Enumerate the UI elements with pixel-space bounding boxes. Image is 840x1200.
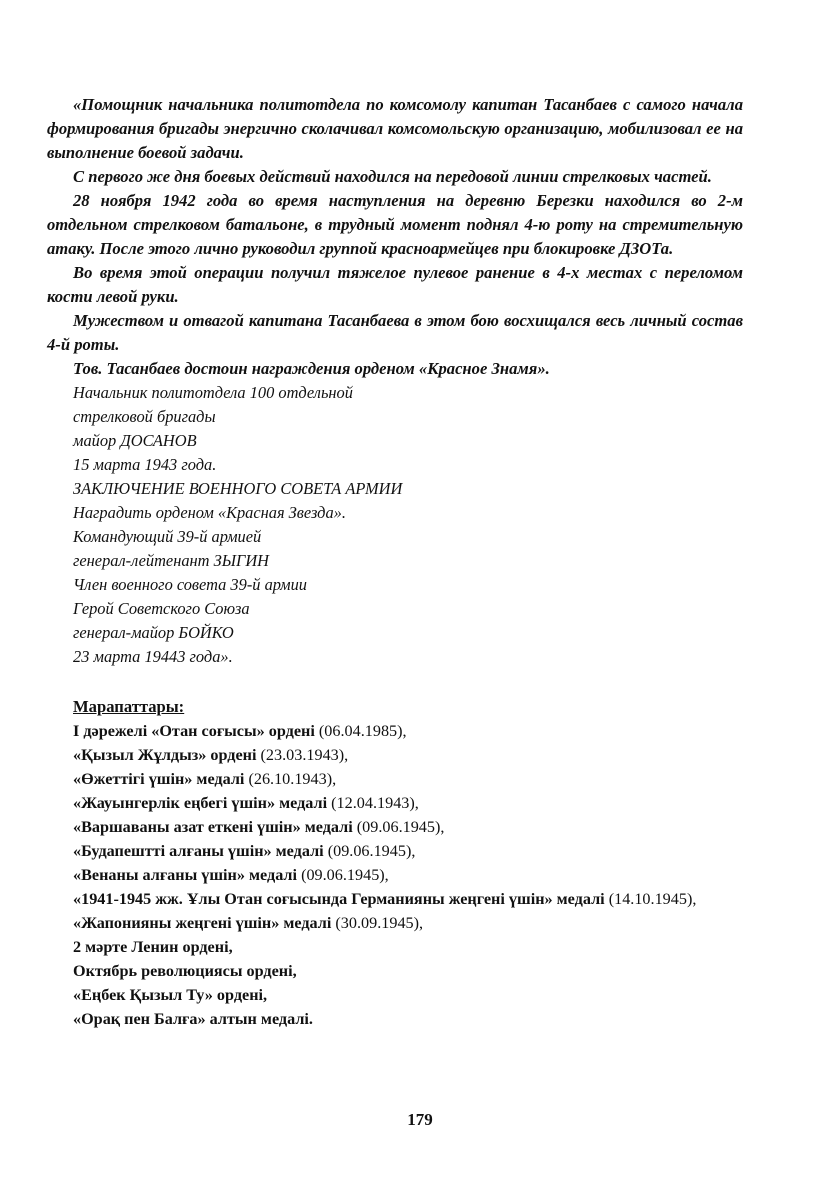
document-page (47, 93, 743, 1031)
paragraph: Мужеством и отвагой капитана Тасанбаева в этом бою восхищался весь личный состав 4-й роты. (47, 311, 743, 354)
award-name: «Венаны алғаны үшін» медалі (73, 866, 298, 884)
signature-line: Командующий 39-й армией (73, 527, 262, 546)
award-item (47, 983, 743, 1007)
award-item (47, 791, 743, 815)
citation-text (47, 93, 743, 381)
signature-line: генерал-лейтенант ЗЫГИН (73, 551, 270, 570)
award-name: «Жапонияны жеңгені үшін» медалі (73, 914, 332, 932)
award-date: (26.10.1943), (244, 770, 337, 788)
paragraph: Во время этой операции получил тяжелое пулевое ранение в 4-х местах с переломом кости левой руки. (47, 263, 743, 306)
award-item (47, 863, 743, 887)
award-date: (23.03.1943), (256, 746, 349, 764)
award-date: (06.04.1985), (314, 722, 407, 740)
paragraph: «Помощник начальника политотдела по комсомолу капитан Тасанбаев с самого начала формирования бригады энергично сколачивал комсомольскую организацию, мобилизовал ее на выполнение боевой задачи. (47, 95, 743, 162)
award-date: (09.06.1945), (323, 842, 416, 860)
award-name: «Жауынгерлік еңбегі үшін» медалі (73, 794, 328, 812)
signature-line: Герой Советского Союза (73, 599, 250, 618)
awards-section (47, 695, 743, 1031)
award-item (47, 959, 743, 983)
signature-line: ЗАКЛЮЧЕНИЕ ВОЕННОГО СОВЕТА АРМИИ (73, 479, 403, 498)
signature-line: Член военного совета 39-й армии (73, 575, 307, 594)
award-item (47, 767, 743, 791)
signature-line: Наградить орденом «Красная Звезда». (73, 503, 346, 522)
award-item (47, 911, 743, 935)
award-name: «Будапештті алғаны үшін» медалі (73, 842, 324, 860)
paragraph: Тов. Тасанбаев достоин награждения орденом «Красное Знамя». (73, 359, 550, 378)
award-date: (14.10.1945), (604, 890, 697, 908)
award-name: «Қызыл Жұлдыз» ордені (73, 746, 257, 764)
award-item (47, 743, 743, 767)
award-date: (12.04.1943), (327, 794, 419, 812)
paragraph: С первого же дня боевых действий находился на передовой линии стрелковых частей. (73, 167, 712, 186)
award-name: 2 мәрте Ленин ордені, (73, 938, 233, 956)
award-item (47, 935, 743, 959)
signature-line: стрелковой бригады (73, 407, 216, 426)
page-number: 179 (407, 1110, 433, 1129)
award-item (47, 719, 743, 743)
award-name: «Варшаваны азат еткені үшін» медалі (73, 818, 353, 836)
award-name: «Еңбек Қызыл Ту» ордені, (73, 986, 268, 1004)
award-name: «Өжеттігі үшін» медалі (73, 770, 245, 788)
award-date: (30.09.1945), (331, 914, 424, 932)
signature-block (47, 381, 743, 669)
award-item (47, 839, 743, 863)
award-name: І дәрежелі «Отан соғысы» ордені (73, 722, 315, 740)
awards-title: Марапаттары: (73, 697, 185, 716)
award-item (47, 815, 743, 839)
signature-line: майор ДОСАНОВ (73, 431, 197, 450)
award-name: «1941-1945 жж. Ұлы Отан соғысында Германияны жеңгені үшін» медалі (73, 890, 605, 908)
signature-line: 15 марта 1943 года. (73, 455, 217, 474)
award-date: (09.06.1945), (352, 818, 445, 836)
award-name: Октябрь революциясы ордені, (73, 962, 297, 980)
award-item (47, 1007, 743, 1031)
award-name: «Орақ пен Балға» алтын медалі. (73, 1010, 313, 1028)
signature-line: генерал-майор БОЙКО (73, 623, 234, 642)
paragraph: 28 ноября 1942 года во время наступления на деревню Березки находился во 2-м отдельном стрелковом батальоне, в трудный момент поднял 4-ю роту на стремительную атаку. После этого лично руководил группой красноармейцев при блокировке ДЗОТа. (47, 191, 743, 258)
award-date: (09.06.1945), (297, 866, 389, 884)
award-item (47, 887, 743, 911)
signature-line: Начальник политотдела 100 отдельной (73, 383, 353, 402)
signature-line: 23 марта 19443 года». (73, 647, 233, 666)
